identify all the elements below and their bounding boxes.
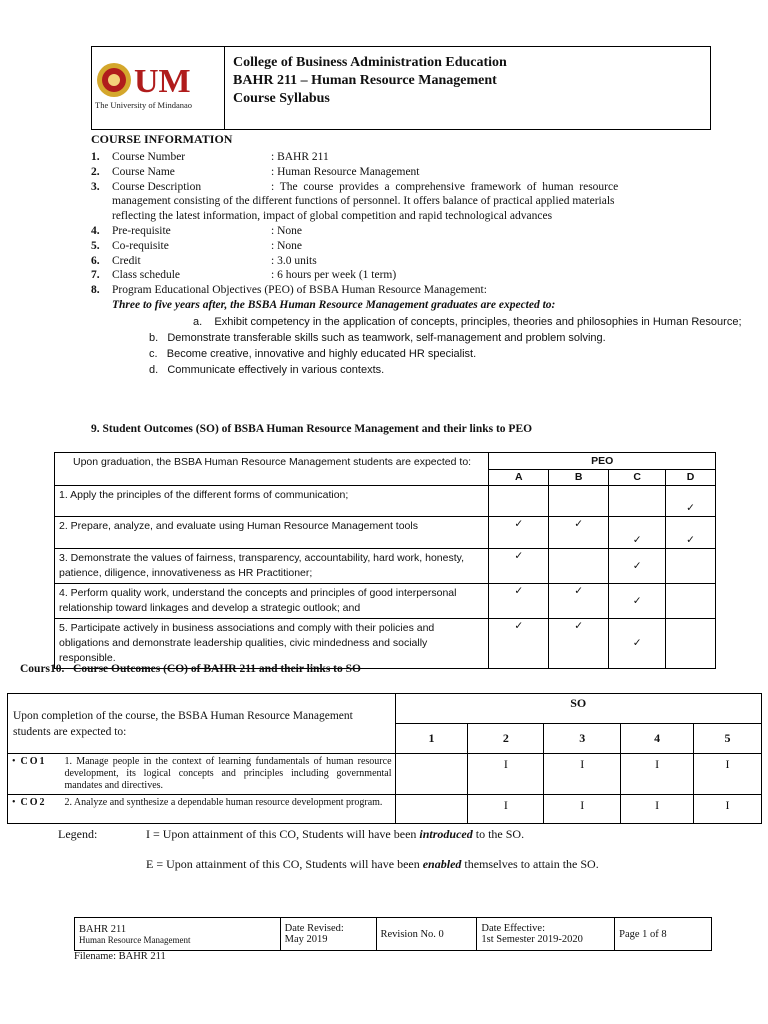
check-icon: ✓ [489, 517, 549, 549]
so-head-text: Upon graduation, the BSBA Human Resource Management students are expected to: [55, 453, 489, 486]
so-text: 5. Participate actively in business associations and comply with their policies and obligations and demonstrate leadership qualities, civic mindedness and socially responsible. [55, 619, 489, 669]
info-item: 3. Course Description : The course provides a comprehensive framework of human resource [91, 180, 619, 193]
check-icon: ✓ [609, 584, 666, 619]
footer-course: BAHR 211 Human Resource Management [75, 918, 281, 951]
footer-page: Page 1 of 8 [615, 918, 712, 951]
co-code: • CO1 [8, 754, 63, 795]
document-type: Course Syllabus [233, 91, 330, 106]
info-item: 7. Class schedule : 6 hours per week (1 term) [91, 269, 397, 282]
description-line: management consisting of the different functions of personnel. It offers balance of practical applied materials [112, 195, 615, 208]
check-icon [489, 486, 549, 517]
co-text: 1. Manage people in the context of learning fundamentals of human resource development, its logical concepts and principles including governmental mandates and directives. [62, 754, 395, 795]
so-header: SO [395, 694, 761, 724]
legend-enabled: E = Upon attainment of this CO, Students will have been enabled themselves to attain the SO. [146, 857, 599, 871]
check-icon: ✓ [489, 549, 549, 584]
so-section-title: 9. Student Outcomes (SO) of BSBA Human Resource Management and their links to PEO [91, 423, 533, 435]
so-mark: I [544, 795, 621, 824]
check-icon: ✓ [666, 486, 716, 517]
col-header: 3 [544, 724, 621, 754]
table-header-row [8, 694, 762, 724]
peo-intro: Three to five years after, the BSBA Human Resource Management graduates are expected to: [112, 299, 556, 311]
col-header: D [666, 470, 716, 486]
footer-filename: Filename: BAHR 211 [74, 951, 166, 962]
so-mark: I [468, 754, 544, 795]
col-header: C [609, 470, 666, 486]
table-row [55, 549, 716, 584]
check-icon [549, 549, 609, 584]
table-row [55, 486, 716, 517]
table-row [55, 517, 716, 549]
check-icon: ✓ [549, 619, 609, 669]
col-header: 2 [468, 724, 544, 754]
check-icon: ✓ [609, 517, 666, 549]
table-row [8, 754, 762, 795]
co-head-text: Upon completion of the course, the BSBA Human Resource Management students are expected to: [8, 694, 396, 754]
co-so-table [7, 693, 762, 824]
check-icon [609, 486, 666, 517]
so-text: 2. Prepare, analyze, and evaluate using Human Resource Management tools [55, 517, 489, 549]
so-mark: I [694, 795, 762, 824]
info-item: 6. Credit : 3.0 units [91, 254, 317, 267]
college-name: College of Business Administration Education [233, 55, 507, 70]
svg-text:UM: UM [134, 63, 191, 100]
course-title: BAHR 211 – Human Resource Management [233, 73, 497, 88]
check-icon: ✓ [489, 619, 549, 669]
info-item: 4. Pre-requisite : None [91, 225, 302, 237]
check-icon: ✓ [666, 517, 716, 549]
so-mark: I [621, 795, 694, 824]
check-icon [666, 584, 716, 619]
co-text: 2. Analyze and synthesize a dependable human resource development program. [62, 795, 395, 824]
so-mark [395, 795, 468, 824]
info-item: 2. Course Name : Human Resource Management [91, 165, 420, 178]
peo-item: a. Exhibit competency in the application of concepts, principles, theories and philosophies in Human Resource; [193, 316, 742, 328]
so-mark [395, 754, 468, 795]
info-item: 1. Course Number : BAHR 211 [91, 151, 329, 163]
table-row [55, 584, 716, 619]
so-mark: I [468, 795, 544, 824]
description-line: reflecting the latest information, impact of global competition and rapid technological advances [112, 210, 553, 223]
svg-text:The University of Mindanao: The University of Mindanao [95, 100, 193, 110]
check-icon: ✓ [489, 584, 549, 619]
col-header: 5 [694, 724, 762, 754]
table-header-row [55, 453, 716, 470]
footer-revised: Date Revised: May 2019 [280, 918, 376, 951]
so-mark: I [544, 754, 621, 795]
check-icon [549, 486, 609, 517]
legend-label: Legend: [58, 827, 98, 841]
peo-item: d. Communicate effectively in various contexts. [149, 364, 385, 376]
info-item: 5. Co-requisite : None [91, 239, 302, 252]
so-text: 3. Demonstrate the values of fairness, transparency, accountability, hard work, honesty, patience, diligence, innovativeness as HR Practitioner; [55, 549, 489, 584]
table-row [8, 795, 762, 824]
so-mark: I [694, 754, 762, 795]
so-text: 4. Perform quality work, understand the concepts and principles of good interpersonal relationship toward linkages and develop a strategic outlook; and [55, 584, 489, 619]
university-logo [94, 58, 214, 112]
check-icon [666, 619, 716, 669]
check-icon [666, 549, 716, 584]
footer-table [74, 917, 712, 951]
check-icon: ✓ [609, 619, 666, 669]
info-item: 8. Program Educational Objectives (PEO) of BSBA Human Resource Management: [91, 284, 487, 297]
so-mark: I [621, 754, 694, 795]
col-header: 4 [621, 724, 694, 754]
co-code: • CO2 [8, 795, 63, 824]
peo-item: c. Become creative, innovative and highly educated HR specialist. [149, 348, 477, 360]
col-header: 1 [395, 724, 468, 754]
col-header: A [489, 470, 549, 486]
peo-header: PEO [489, 453, 716, 470]
col-header: B [549, 470, 609, 486]
legend-introduced: I = Upon attainment of this CO, Students will have been introduced to the SO. [146, 827, 525, 841]
so-peo-table [54, 452, 716, 669]
check-icon: ✓ [609, 549, 666, 584]
table-row [55, 619, 716, 669]
section-heading: COURSE INFORMATION [91, 132, 233, 146]
footer-effective: Date Effective: 1st Semester 2019-2020 [477, 918, 615, 951]
so-text: 1. Apply the principles of the different forms of communication; [55, 486, 489, 517]
check-icon: ✓ [549, 517, 609, 549]
check-icon: ✓ [549, 584, 609, 619]
co-section-title: Cours10. Course Outcomes (CO) of BAHR 211 and their links to SO [20, 663, 361, 675]
peo-item: b. Demonstrate transferable skills such as teamwork, self-management and problem solving. [149, 332, 606, 344]
footer-revision: Revision No. 0 [376, 918, 477, 951]
